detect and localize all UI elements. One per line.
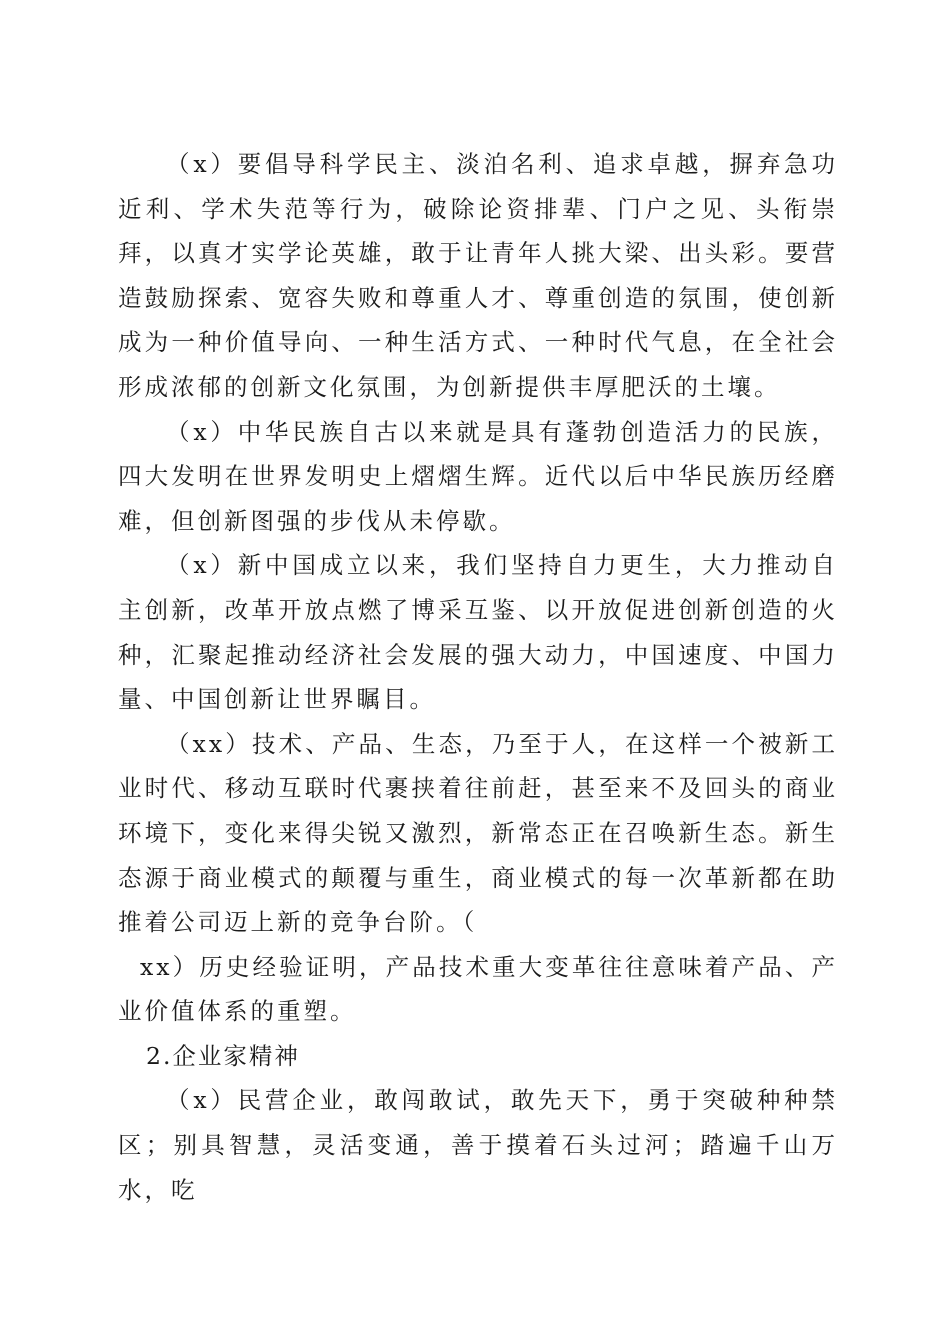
paragraph-5: xx）历史经验证明，产品技术重大变革往往意味着产品、产业价值体系的重塑。 (118, 952, 838, 1026)
section-heading: 2.企业家精神 (146, 1041, 300, 1070)
paragraph-4: （xx）技术、产品、生态，乃至于人，在这样一个被新工业时代、移动互联时代裹挟着往前赶，甚至来不及回头的商业环境下，变化来得尖锐又激烈，新常态正在召唤新生态。新生态源于商业模式的颠覆与重生，商业模式的每一次革新都在助推着公司迈上新的竞争台阶。（ (118, 729, 838, 937)
paragraph-6: （x）民营企业，敢闯敢试，敢先天下，勇于突破种种禁区；别具智慧，灵活变通，善于摸着石头过河；踏遍千山万水，吃 (118, 1086, 838, 1204)
paragraph-1: （x）要倡导科学民主、淡泊名利、追求卓越，摒弃急功近利、学术失范等行为，破除论资排辈、门户之见、头衔崇拜，以真才实学论英雄，敢于让青年人挑大梁、出头彩。要营造鼓励探索、宽容失败和尊重人才、尊重创造的氛围，使创新成为一种价值导向、一种生活方式、一种时代气息，在全社会形成浓郁的创新文化氛围，为创新提供丰厚肥沃的土壤。 (118, 150, 838, 401)
document-body (118, 142, 838, 1212)
paragraph-2: （x）中华民族自古以来就是具有蓬勃创造活力的民族，四大发明在世界发明史上熠熠生辉。近代以后中华民族历经磨难，但创新图强的步伐从未停歇。 (118, 417, 838, 535)
paragraph-3: （x）新中国成立以来，我们坚持自力更生，大力推动自主创新，改革开放点燃了博采互鉴、以开放促进创新创造的火种，汇聚起推动经济社会发展的强大动力，中国速度、中国力量、中国创新让世界瞩目。 (118, 551, 838, 714)
